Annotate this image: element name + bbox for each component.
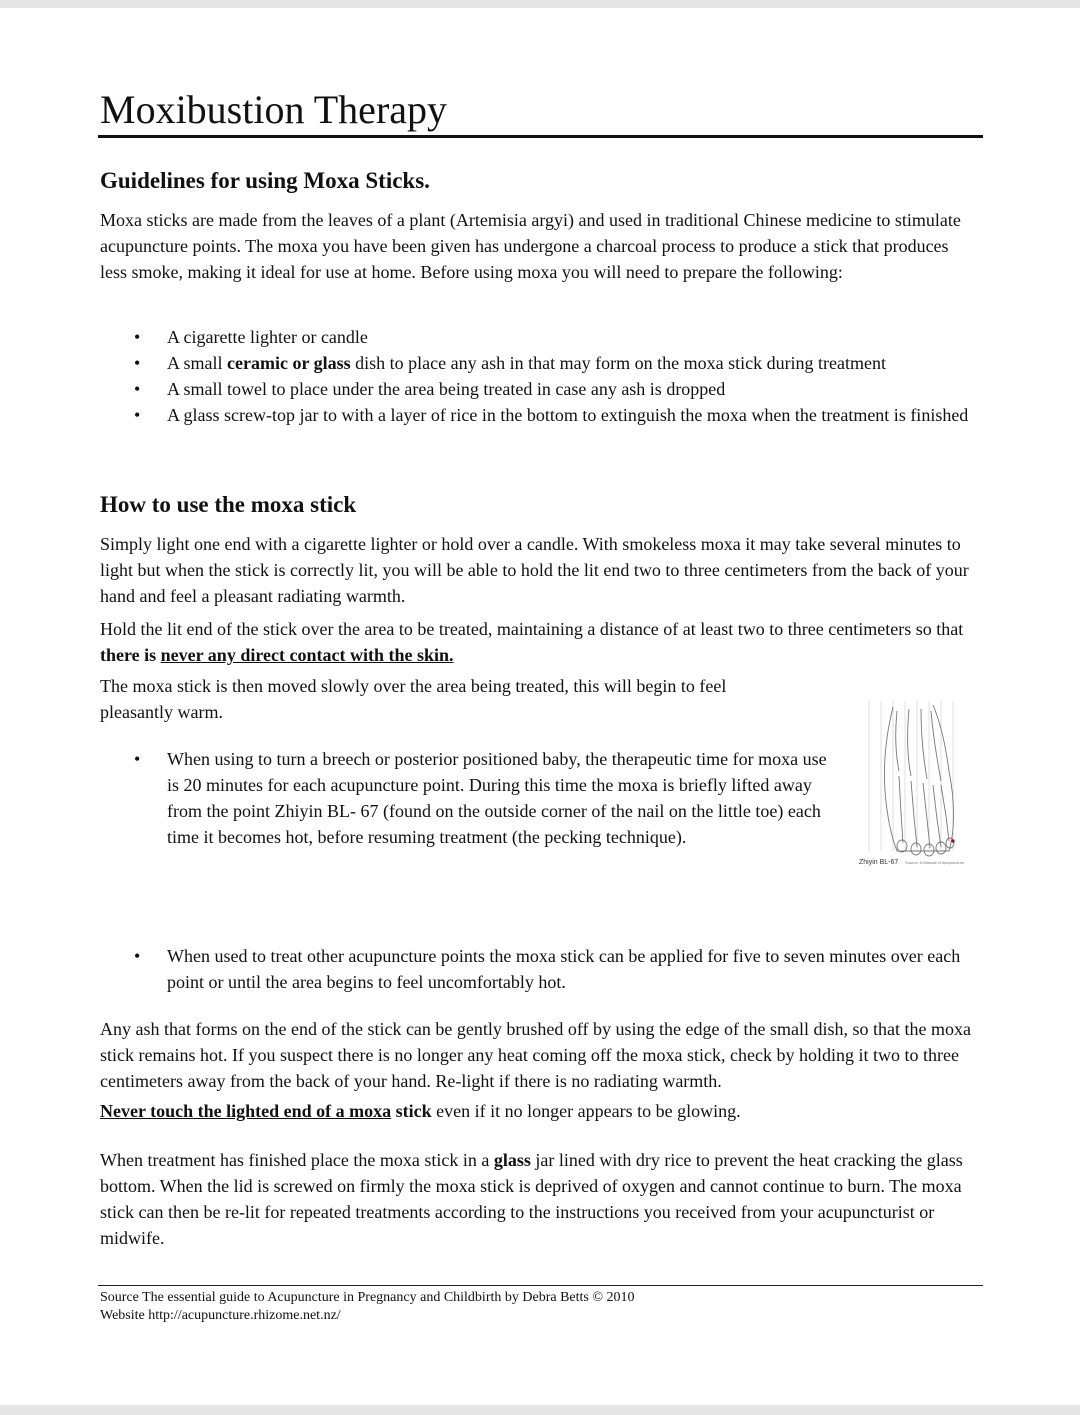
figure-source: Source: A Manual of Acupuncture — [905, 860, 965, 865]
intro-paragraph: Moxa sticks are made from the leaves of a plant (Artemisia argyi) and used in traditional Chinese medicine to stimulate acupuncture points. The moxa you have been given has undergone a charcoal process to produce a stick that produces less smoke, making it ideal for use at home. Before using moxa you will need to prepare the following: — [100, 210, 961, 282]
list-item: • A glass screw-top jar to with a layer of rice in the bottom to extinguish the moxa when the treatment is finished — [100, 402, 980, 428]
movement-paragraph: The moxa stick is then moved slowly over the area being treated, this will begin to feel pleasantly warm. — [100, 676, 727, 722]
list-item: • A cigarette lighter or candle — [100, 324, 980, 350]
footer-source: Source The essential guide to Acupuncture in Pregnancy and Childbirth by Debra Betts © 2010 — [100, 1290, 635, 1305]
page-title: Moxibustion Therapy — [100, 87, 448, 132]
list-item: • A small towel to place under the area being treated in case any ash is dropped — [100, 376, 980, 402]
footer-rule — [98, 1285, 983, 1286]
list-item: • When used to treat other acupuncture points the moxa stick can be applied for five to seven minutes over each point or until the area begins to feel uncomfortably hot. — [100, 943, 980, 995]
ash-paragraph: Any ash that forms on the end of the stick can be gently brushed off by using the edge of the small dish, so that the moxa stick remains hot. If you suspect there is no longer any heat coming off the moxa stick, check by holding it two to three centimeters away from the back of your hand. Re-light if there is no radiating warmth. — [100, 1019, 971, 1091]
warning-line: Never touch the lighted end of a moxa stick even if it no longer appears to be glowing. — [100, 1101, 741, 1121]
title-rule — [98, 135, 983, 138]
footer-website: Website http://acupuncture.rhizome.net.nz/ — [100, 1308, 341, 1323]
list-item: • When using to turn a breech or posterior positioned baby, the therapeutic time for moxa use is 20 minutes for each acupuncture point. During this time the moxa is briefly lifted away from the point Zhiyin BL- 67 (found on the outside corner of the nail on the little toe) each time it becomes hot, before resuming treatment (the pecking technique). — [100, 746, 830, 850]
preparation-list — [100, 324, 980, 428]
figure-caption: Zhiyin BL-67 — [859, 859, 899, 866]
guidelines-heading: Guidelines for using Moxa Sticks. — [100, 168, 430, 193]
list-item: • A small ceramic or glass dish to place any ash in that may form on the moxa stick during treatment — [100, 350, 980, 376]
breech-list — [100, 746, 830, 850]
foot-illustration — [857, 701, 963, 866]
other-points-list — [100, 943, 980, 995]
document-page — [0, 8, 1080, 1405]
distance-paragraph: Hold the lit end of the stick over the area to be treated, maintaining a distance of at least two to three centimeters so that there is never any direct contact with the skin. — [100, 619, 964, 665]
how-to-heading: How to use the moxa stick — [100, 492, 357, 517]
finishing-paragraph: When treatment has finished place the moxa stick in a glass jar lined with dry rice to prevent the heat cracking the glass bottom. When the lid is screwed on firmly the moxa stick is deprived of oxygen and cannot continue to burn. The moxa stick can then be re-lit for repeated treatments according to the instructions you received from your acupuncturist or midwife. — [100, 1150, 963, 1248]
foot-skeleton-image — [857, 701, 963, 866]
lighting-paragraph: Simply light one end with a cigarette lighter or hold over a candle. With smokeless moxa it may take several minutes to light but when the stick is correctly lit, you will be able to hold the lit end two to three centimeters from the back of your hand and feel a pleasant radiating warmth. — [100, 534, 969, 606]
